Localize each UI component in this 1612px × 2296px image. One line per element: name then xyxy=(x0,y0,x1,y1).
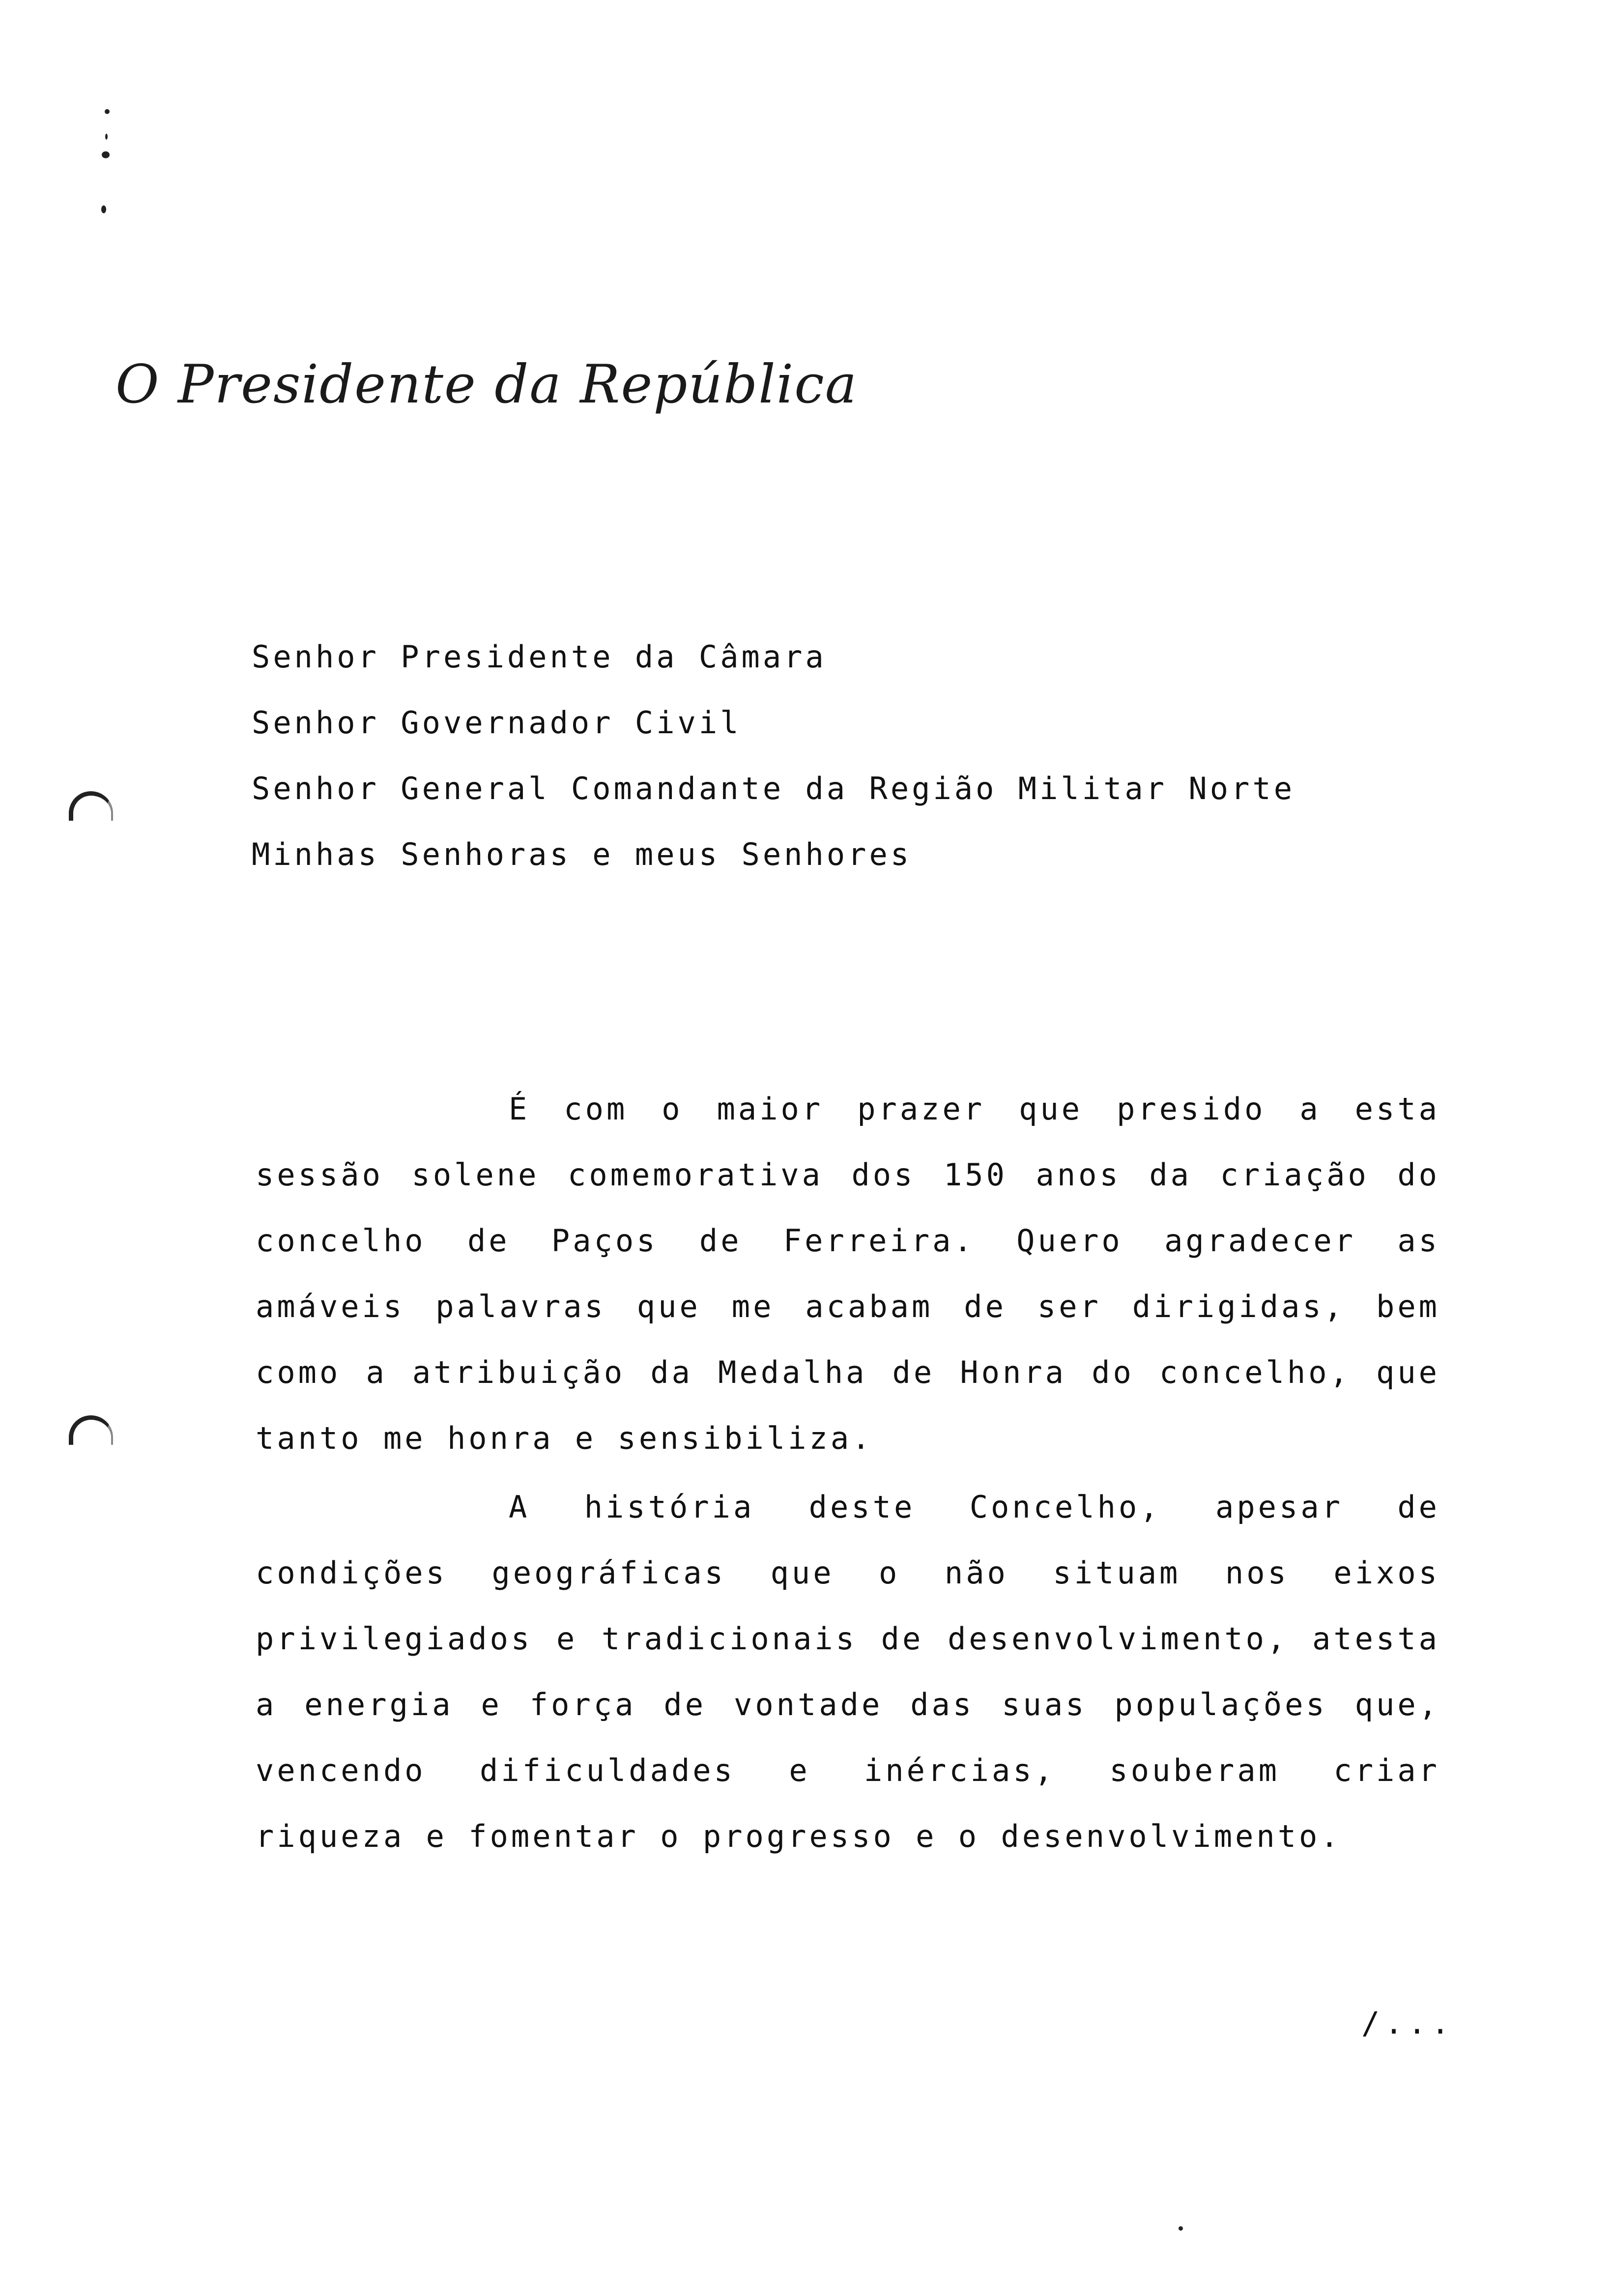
salutation-line: Minhas Senhoras e meus Senhores xyxy=(252,836,912,872)
scan-speck xyxy=(105,109,110,114)
scan-speck xyxy=(1179,2226,1183,2231)
salutation-line: Senhor General Comandante da Região Militar Norte xyxy=(252,771,1295,806)
punch-hole-mark xyxy=(69,791,113,821)
letterhead-title: O Presidente da República xyxy=(115,354,858,415)
salutation-line: Senhor Presidente da Câmara xyxy=(252,639,827,675)
salutation-line: Senhor Governador Civil xyxy=(252,705,742,741)
scan-speck xyxy=(105,134,108,140)
salutation-list xyxy=(252,624,1295,888)
continuation-mark: /... xyxy=(1361,2005,1455,2041)
scan-speck xyxy=(101,205,106,213)
body-paragraph: A história deste Concelho, apesar de condições geográficas que o não situam nos eixos privilegiados e tradicionais de desenvolvimento, atesta a energia e força de vontade das suas populações que, vencendo dificuldades e inércias, souberam criar riqueza e fomentar o progresso e o desenvolvimento. xyxy=(256,1489,1440,1854)
scan-speck xyxy=(102,151,110,158)
body-paragraph: É com o maior prazer que presido a esta sessão solene comemorativa dos 150 anos da criação do concelho de Paços de Ferreira. Quero agradecer as amáveis palavras que me acabam de ser dirigidas, bem como a atribuição da Medalha de Honra do concelho, que tanto me honra e sensibiliza. xyxy=(256,1091,1440,1456)
punch-hole-mark xyxy=(69,1415,113,1445)
